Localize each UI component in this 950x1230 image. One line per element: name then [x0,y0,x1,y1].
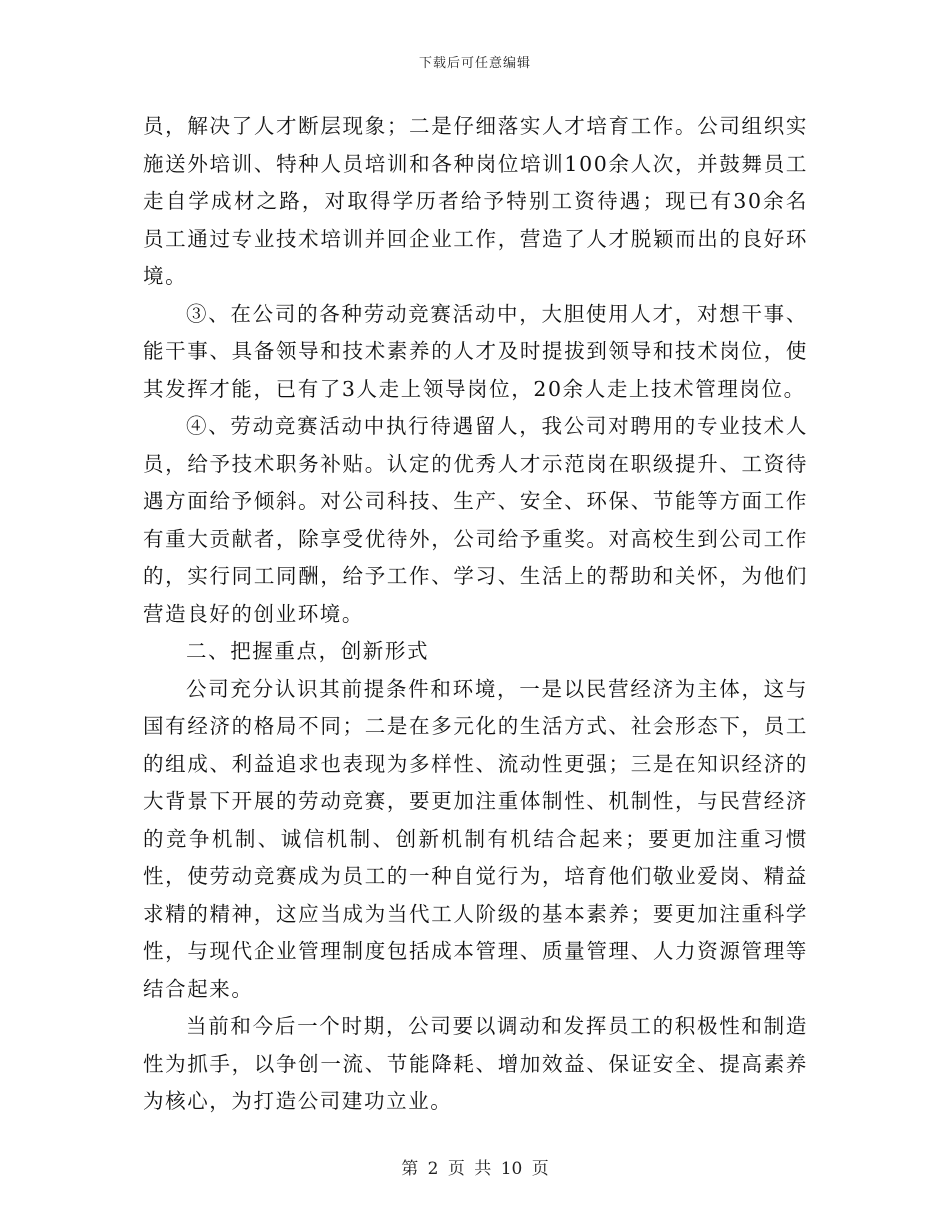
paragraph-talent-training: 员，解决了人才断层现象；二是仔细落实人才培育工作。公司组织实施送外培训、特种人员培训和各种岗位培训100余人次，并鼓舞员工走自学成材之路，对取得学历者给予特别工资待遇；现已有30余名员工通过专业技术培训并回企业工作，营造了人才脱颖而出的良好环境。 [143,114,808,288]
paragraph-talent-retention: ④、劳动竞赛活动中执行待遇留人，我公司对聘用的专业技术人员，给予技术职务补贴。认定的优秀人才示范岗在职级提升、工资待遇方面给予倾斜。对公司科技、生产、安全、环保、节能等方面工作有重大贡献者，除享受优待外，公司给予重奖。对高校生到公司工作的，实行同工同酬，给予工作、学习、生活上的帮助和关怀，为他们营造良好的创业环境。 [143,414,808,626]
page-number: 第 2 页 共 10 页 [401,1159,549,1179]
section-heading: 二、把握重点，创新形式 [186,639,430,663]
paragraph-outlook: 当前和今后一个时期，公司要以调动和发挥员工的积极性和制造性为抓手，以争创一流、节能降耗、增加效益、保证安全、提高素养为核心，为打造公司建功立业。 [143,1014,808,1113]
document-body [143,108,808,1121]
page-header: 下载后可任意编辑 [418,56,531,71]
paragraph-conditions: 公司充分认识其前提条件和环境，一是以民营经济为主体，这与国有经济的格局不同；二是在多元化的生活方式、社会形态下，员工的组成、利益追求也表现为多样性、流动性更强；三是在知识经济的大背景下开展的劳动竞赛，要更加注重体制性、机制性，与民营经济的竞争机制、诚信机制、创新机制有机结合起来；要更加注重习惯性，使劳动竞赛成为员工的一种自觉行为，培育他们敬业爱岗、精益求精的精神，这应当成为当代工人阶级的基本素养；要更加注重科学性，与现代企业管理制度包括成本管理、质量管理、人力资源管理等结合起来。 [143,676,808,1001]
paragraph-talent-promotion: ③、在公司的各种劳动竞赛活动中，大胆使用人才，对想干事、能干事、具备领导和技术素养的人才及时提拔到领导和技术岗位，使其发挥才能，已有了3人走上领导岗位，20余人走上技术管理岗位。 [143,301,808,401]
